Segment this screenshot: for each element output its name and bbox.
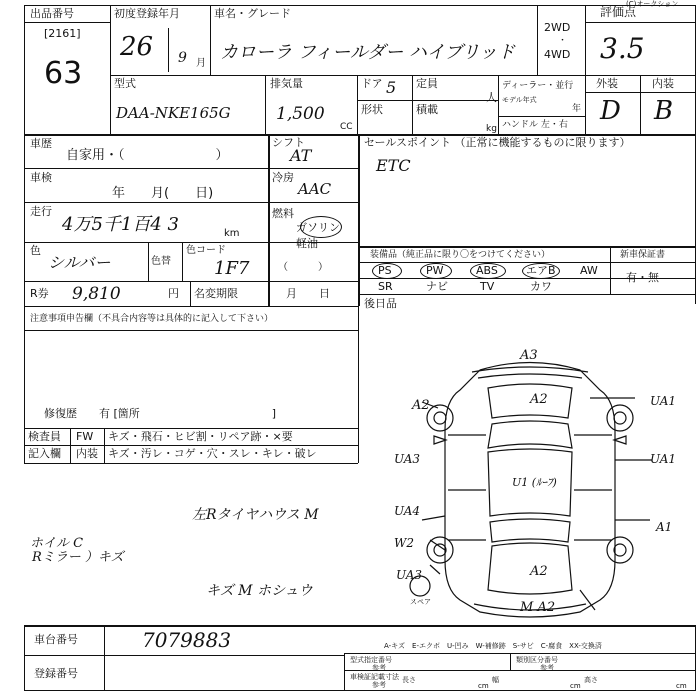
row1-bottom: [110, 75, 585, 76]
equip-pw: PW: [426, 264, 444, 277]
hist-sep4: [24, 281, 358, 282]
equip-ps: PS: [378, 264, 392, 277]
div-color-change: [148, 242, 149, 281]
later-items-label: 後日品: [364, 297, 397, 310]
type-label: 型式: [114, 77, 136, 90]
type-spec-ref: 参考: [372, 664, 386, 672]
equip-bottom: [358, 294, 696, 295]
displacement-label: 排気量: [270, 77, 303, 90]
chassis-value: 7079883: [142, 628, 232, 652]
load-label: 積載: [416, 103, 438, 116]
fuel-paren: （ ）: [278, 262, 328, 273]
mark-a1-right: A1: [656, 520, 673, 534]
notes-label: 注意事項申告欄（不具合内容等は具体的に記入して下さい）: [30, 314, 274, 324]
note-mirror: Rミラー ）キズ: [32, 550, 124, 565]
note-tire-house: 左Rタイヤハウス M: [192, 507, 319, 523]
footer-spec-mid: [344, 670, 695, 671]
wheel-front-right-hub: [614, 412, 626, 424]
equip-abs: ABS: [476, 264, 498, 277]
warranty-label: 新車保証書: [620, 250, 666, 260]
equip-airbag: エアB: [526, 264, 556, 277]
kg-unit: kg: [486, 124, 497, 134]
row2-mid: [357, 100, 498, 101]
copyright: (C)オークション: [626, 0, 679, 8]
interior-items: キズ・汚レ・コゲ・穴・スレ・キレ・破レ: [108, 447, 317, 460]
div-disp: [265, 75, 266, 135]
ac-value: AAC: [298, 180, 332, 198]
color-code-label: 色コード: [186, 245, 226, 256]
capacity-label: 定員: [416, 77, 438, 90]
history-label: 車歴: [30, 137, 52, 150]
width-label: 幅: [492, 676, 499, 684]
mark-ua3-left2: UA3: [396, 568, 423, 582]
fw-label: FW: [76, 430, 94, 443]
mileage-label: 走行: [30, 205, 52, 218]
reg-inner-div: [168, 28, 169, 72]
eval-bottom: [585, 75, 695, 76]
inspection-value: 年 月( 日): [112, 186, 214, 201]
frame-top: [24, 5, 696, 6]
reg-number-label: 登録番号: [34, 667, 78, 680]
wheel-front-left-hub: [434, 412, 446, 424]
wheel-front-right: [607, 405, 633, 431]
fuel-value: ガソリン: [296, 221, 340, 234]
person-unit: 人: [486, 91, 497, 104]
width-cm: cm: [570, 682, 581, 690]
exterior-value: D: [600, 96, 621, 126]
notes-sep: [24, 330, 358, 331]
mark-ua3-left: UA3: [394, 452, 421, 466]
dealer-label: ディーラー・並行: [502, 81, 574, 91]
spare-label: スペア: [410, 598, 431, 606]
left-side-panels: [448, 435, 486, 540]
shift-value: AT: [290, 146, 312, 165]
mark-ua1-right: UA1: [650, 394, 677, 408]
door-label: ドア: [361, 77, 383, 90]
row2-handle: [498, 116, 585, 117]
lot-label: 出品番号: [30, 7, 74, 20]
fw-items: キズ・飛石・ヒビ割・リペア跡・×要: [108, 430, 293, 443]
frame-left: [24, 5, 25, 135]
rear-glass: [490, 519, 570, 542]
sales-value: ETC: [376, 156, 411, 175]
handle-label: ハンドル 左・右: [502, 120, 568, 130]
footer-spec-top: [344, 653, 695, 654]
first-reg-month: 9: [178, 50, 187, 66]
sales-label: セールスポイント （正常に機能するものに限ります）: [364, 136, 631, 149]
model-name-value: カローラ フィールダー ハイブリッド: [220, 42, 515, 63]
name-change-value: 月 日: [286, 287, 330, 300]
cc-unit: CC: [340, 122, 353, 132]
height-cm: cm: [676, 682, 687, 690]
fuel-label: 燃料: [272, 207, 294, 220]
footer-left: [24, 625, 25, 690]
footer-div: [104, 625, 105, 690]
div-right: [358, 134, 360, 306]
color-value: シルバー: [48, 253, 111, 272]
div-name-change: [190, 281, 191, 306]
mark-w2-left: W2: [394, 536, 414, 550]
sales-bottom: [358, 246, 696, 248]
door-value: 5: [386, 78, 397, 97]
ac-label: 冷房: [272, 171, 294, 184]
equipment-label: 装備品（純正品に限り〇をつけてください）: [370, 250, 551, 260]
chassis-label: 車台番号: [34, 633, 78, 646]
div-eval: [585, 5, 586, 135]
eval-label: 評価点: [600, 5, 637, 19]
mark-u1-roof: U1 (ﾙｰﾌ): [512, 476, 557, 489]
history-value: 自家用・（ ）: [66, 148, 229, 163]
name-change-label: 名変期限: [194, 287, 238, 300]
type-value: DAA-NKE165G: [116, 104, 231, 122]
size-ref: 参考: [372, 681, 386, 689]
mark-m-a2-bottom: M A2: [520, 600, 556, 615]
repair-label: 修復歴 有 [箇所 ]: [44, 407, 277, 420]
warranty-value: 有・無: [626, 271, 659, 284]
footer-spec-div: [510, 653, 511, 670]
equip-pw-circle: [420, 263, 452, 279]
wheel-rear-right-hub: [614, 544, 626, 556]
fourwd-label: 4WD: [544, 48, 571, 61]
eval-value: 3.5: [600, 32, 645, 65]
lot-number: 63: [44, 56, 83, 91]
div-cap: [412, 75, 413, 135]
eval-sep: [585, 22, 695, 23]
mark-a2-center: A2: [530, 564, 548, 579]
equip-airbag-circle: [522, 263, 560, 279]
interior-value: B: [654, 96, 674, 126]
footer-bottom: [24, 690, 696, 691]
displacement-value: 1,500: [276, 104, 325, 124]
entry-label: 記入欄: [28, 447, 61, 460]
mark-a3-top: A3: [520, 348, 538, 363]
inspector-label: 検査員: [28, 430, 61, 443]
equip-abs-circle: [470, 263, 506, 279]
fuel-alt: 軽油: [296, 237, 318, 250]
shape-label: 形状: [361, 103, 383, 116]
windshield: [488, 421, 572, 448]
first-reg-year: 26: [120, 32, 154, 62]
frame-right: [695, 5, 696, 135]
length-cm: cm: [478, 682, 489, 690]
footer-mid: [24, 655, 344, 656]
front-bumper-inner: [478, 374, 582, 378]
mirror-right: [614, 436, 626, 444]
div-ext-int: [640, 75, 641, 135]
interior-label: 内装: [652, 77, 674, 90]
color-code-value: 1F7: [214, 258, 250, 279]
first-reg-label: 初度登録年月: [114, 7, 180, 20]
div-fw-label: [70, 428, 71, 463]
equip-sr: SR: [378, 280, 393, 293]
km-unit: km: [224, 228, 240, 239]
type-spec-label: 型式指定番号: [350, 656, 392, 664]
fw-bottom: [24, 463, 358, 464]
exterior-label: 外装: [596, 77, 618, 90]
model-year-label: モデル年式: [502, 96, 537, 104]
mileage-value: 4万5千1百4 3: [62, 214, 179, 235]
recycle-label: R券: [30, 287, 49, 300]
hist-sep1: [24, 168, 358, 169]
hist-sep5: [24, 306, 358, 307]
length-label: 長さ: [402, 676, 416, 684]
div-notes-right: [358, 306, 359, 463]
class-ref: 参考: [540, 664, 554, 672]
div-color-code: [182, 242, 183, 281]
mark-ua4-left: UA4: [394, 504, 421, 518]
fw-top: [24, 428, 358, 429]
twowd-label: 2WD: [544, 21, 571, 34]
color-label: 色: [30, 244, 41, 257]
note-scratch-repair: キズ M ホシュウ: [206, 583, 313, 599]
mark-ua1-right2: UA1: [650, 452, 677, 466]
div-door: [357, 75, 358, 135]
equip-aw: AW: [580, 264, 598, 277]
lot-sep: [24, 22, 110, 23]
fuel-circle: [300, 216, 342, 238]
class-label: 類別区分番号: [516, 656, 558, 664]
frame-left2: [24, 134, 25, 464]
damage-legend: A-キズ E-エクボ U-凹み W-補修跡 S-サビ C-腐食 XX-交換済: [384, 642, 602, 650]
mark-a2-top: A2: [530, 392, 548, 407]
footer-top: [24, 625, 696, 627]
equip-navi: ナビ: [426, 280, 448, 293]
year-unit: 年: [572, 104, 582, 114]
lot-code: [2161]: [44, 27, 81, 40]
wheel-rear-right: [607, 537, 633, 563]
wheel-front-left: [427, 405, 453, 431]
equip-tv: TV: [480, 280, 495, 293]
footer-div2: [344, 653, 345, 690]
month-unit: 月: [196, 58, 206, 69]
color-change-label: 色替: [151, 256, 171, 267]
div-warranty: [610, 246, 611, 294]
equip-ps-circle: [372, 263, 402, 279]
equip-sep: [358, 262, 696, 263]
recycle-value: 9,810: [72, 284, 121, 304]
right-side-panels: [574, 435, 612, 540]
hist-sep2: [24, 202, 358, 203]
note-wheel: ホイル C: [30, 536, 84, 551]
interior-entry-label: 内装: [76, 447, 98, 460]
size-label: 車検証記載寸法: [350, 673, 399, 681]
yen-unit: 円: [168, 287, 179, 300]
model-name-label: 車名・グレード: [214, 7, 291, 20]
height-label: 高さ: [584, 676, 598, 684]
mirror-left: [434, 436, 446, 444]
div-dealer: [498, 75, 499, 135]
div-lot: [110, 5, 111, 135]
mark-a2-left: A2: [412, 398, 430, 413]
fw-mid: [24, 445, 358, 446]
div-fw: [104, 428, 105, 463]
twowd-dot: ・: [558, 36, 568, 46]
div-reg: [210, 5, 211, 75]
inspection-label: 車検: [30, 171, 52, 184]
div-2wd: [537, 5, 538, 75]
frame-right2: [695, 134, 696, 304]
footer-right: [695, 625, 696, 690]
shift-label: シフト: [272, 136, 305, 149]
equip-leather: カワ: [530, 280, 552, 293]
